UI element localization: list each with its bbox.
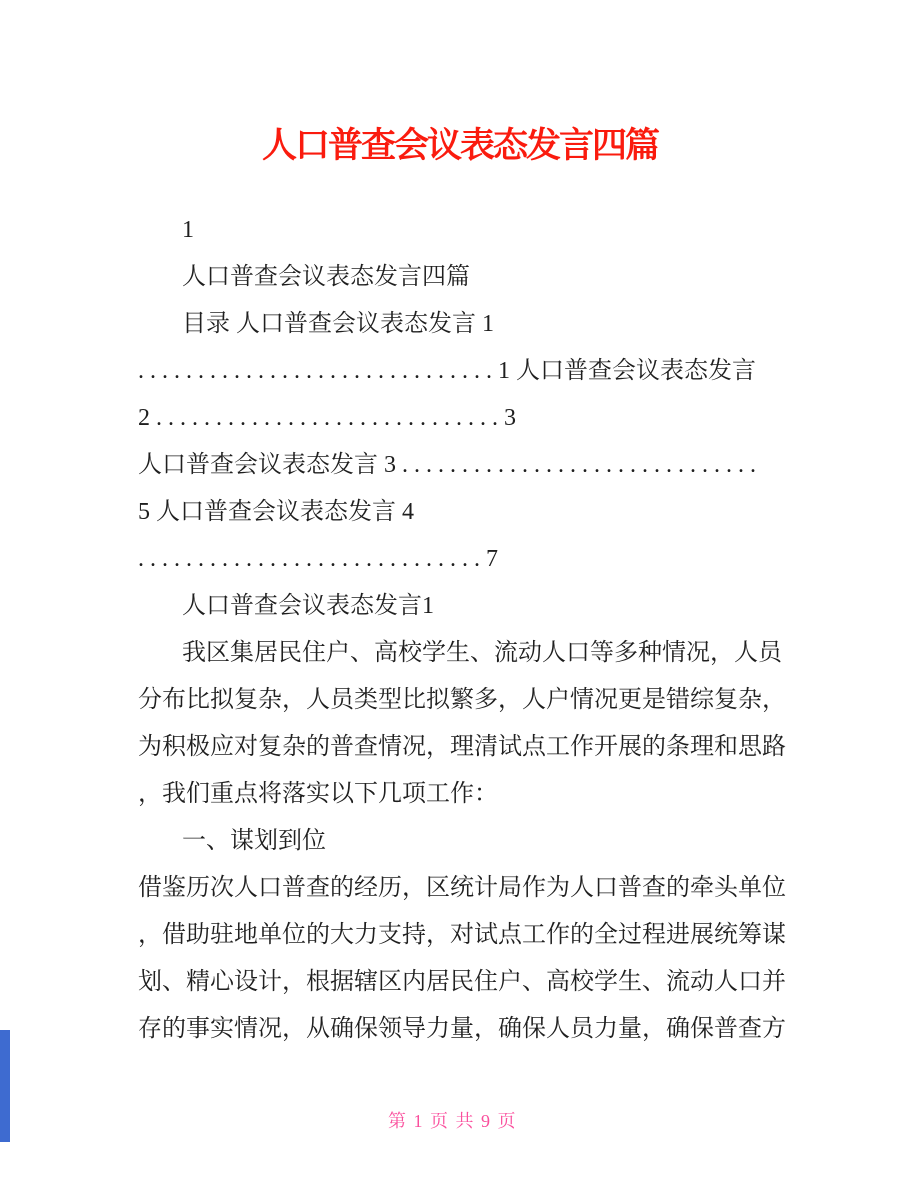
paragraph-line: 存的事实情况，从确保领导力量，确保人员力量，确保普查方 bbox=[138, 1016, 786, 1042]
toc-heading-line: 目录 人口普查会议表态发言 1 bbox=[182, 311, 494, 337]
paragraph-line: 划、精心设计，根据辖区内居民住户、高校学生、流动人口并 bbox=[138, 969, 786, 995]
left-edge-scrollbar-thumb[interactable] bbox=[0, 1030, 10, 1142]
toc-line: 5 人口普查会议表态发言 4 bbox=[138, 499, 414, 525]
toc-line: . . . . . . . . . . . . . . . . . . . . . . . . . . . . . . 1 人口普查会议表态发言 bbox=[138, 358, 756, 384]
document-body bbox=[138, 207, 802, 1053]
toc-line: 2 . . . . . . . . . . . . . . . . . . . . . . . . . . . . . 3 bbox=[138, 405, 516, 431]
text-line: 1 bbox=[182, 217, 194, 243]
toc-line: . . . . . . . . . . . . . . . . . . . . . . . . . . . . . 7 bbox=[138, 546, 498, 572]
paragraph-line: 我区集居民住户、高校学生、流动人口等多种情况，人员 bbox=[182, 640, 782, 666]
paragraph-line: 分布比拟复杂，人员类型比拟繁多，人户情况更是错综复杂， bbox=[138, 687, 786, 713]
paragraph-line: ，借助驻地单位的大力支持，对试点工作的全过程进展统筹谋 bbox=[138, 922, 786, 948]
paragraph-line: 借鉴历次人口普查的经历，区统计局作为人口普查的牵头单位 bbox=[138, 875, 786, 901]
section-heading-line: 人口普查会议表态发言1 bbox=[182, 593, 434, 619]
text-line: 人口普查会议表态发言四篇 bbox=[182, 264, 470, 290]
page-title: 人口普查会议表态发言四篇 bbox=[261, 126, 658, 165]
paragraph-line: 为积极应对复杂的普查情况，理清试点工作开展的条理和思路 bbox=[138, 734, 786, 760]
section-heading-line: 一、谋划到位 bbox=[182, 828, 326, 854]
paragraph-line: ，我们重点将落实以下几项工作： bbox=[138, 781, 498, 807]
toc-line: 人口普查会议表态发言 3 . . . . . . . . . . . . . . . . . . . . . . . . . . . . . . bbox=[138, 452, 756, 478]
page-number-footer: 第 1 页 共 9 页 bbox=[388, 1111, 517, 1131]
